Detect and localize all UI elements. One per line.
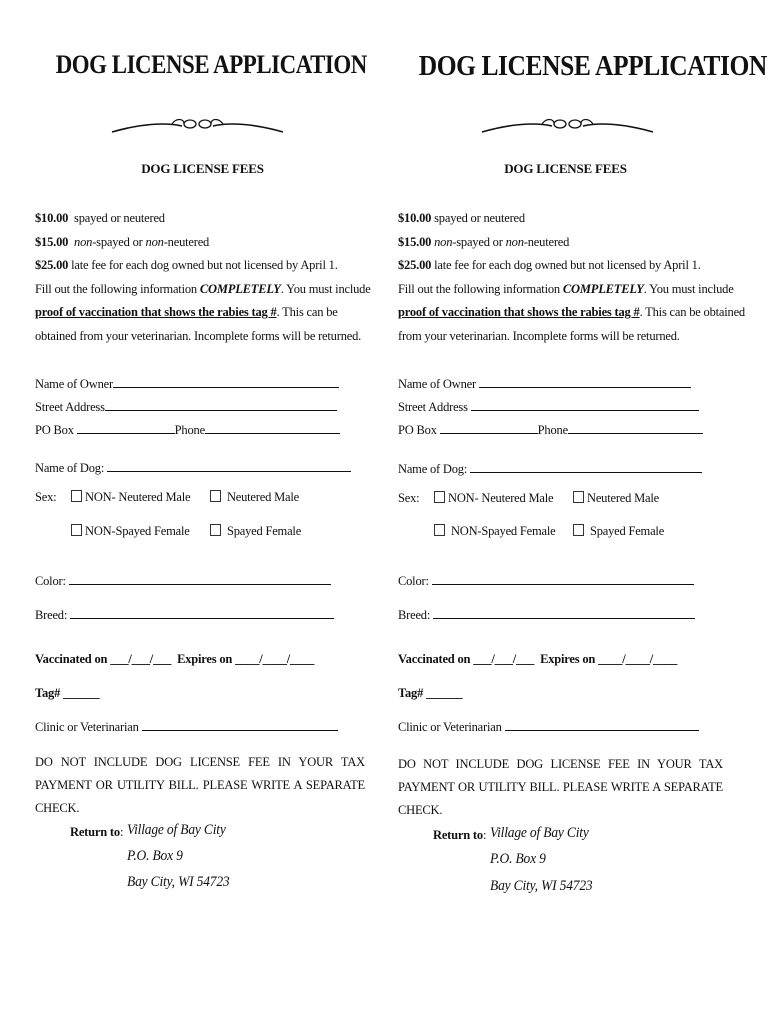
breed-label: Breed: bbox=[35, 608, 71, 622]
checkbox-icon[interactable] bbox=[71, 524, 82, 536]
color-label: Color: bbox=[35, 574, 69, 588]
instruction-emphasis: proof of vaccination that shows the rabies tag # bbox=[398, 305, 640, 319]
tag-label: Tag# bbox=[35, 686, 64, 700]
street-input[interactable] bbox=[105, 398, 337, 411]
fee-spayed bbox=[35, 207, 370, 231]
instructions-line-1 bbox=[398, 278, 740, 302]
clinic-field bbox=[398, 718, 699, 735]
flourish-ornament-icon bbox=[110, 110, 285, 140]
street-label: Street Address bbox=[35, 400, 105, 414]
return-to-label bbox=[70, 825, 123, 840]
return-colon: : bbox=[119, 825, 124, 839]
instruction-text: obtained from your veterinarian. Incomplete forms will be returned. bbox=[35, 328, 362, 343]
option-label: Neutered Male bbox=[587, 491, 660, 505]
fees-heading: DOG LICENSE FEES bbox=[504, 161, 627, 176]
fee-non-spayed bbox=[398, 231, 740, 255]
fee-amount: $15.00 bbox=[35, 234, 69, 249]
instruction-text: . This can be obtained bbox=[639, 305, 745, 319]
address-line-2: P.O. Box 9 bbox=[127, 848, 183, 864]
option-label: Neutered Male bbox=[226, 490, 299, 504]
instructions-line-1 bbox=[35, 278, 370, 302]
option-label: Spayed Female bbox=[226, 524, 302, 538]
option-neutered-male[interactable] bbox=[573, 491, 659, 506]
vaccinated-input[interactable]: ___/___/___ bbox=[473, 652, 535, 666]
form-title: DOG LICENSE APPLICATION bbox=[55, 50, 367, 79]
address-line-3: Bay City, WI 54723 bbox=[490, 878, 593, 894]
address-line-1: Village of Bay City bbox=[127, 822, 226, 838]
fee-amount: $10.00 bbox=[398, 211, 432, 225]
color-input[interactable] bbox=[432, 572, 694, 585]
vaccinated-label: Vaccinated on bbox=[398, 652, 474, 666]
fee-text: non bbox=[505, 234, 524, 249]
instructions-line-2 bbox=[35, 301, 370, 325]
expires-label: Expires on bbox=[177, 652, 236, 666]
color-input[interactable] bbox=[69, 572, 331, 585]
dog-name-label: Name of Dog: bbox=[398, 462, 471, 476]
fee-text: -spayed or bbox=[452, 234, 506, 249]
fees-section bbox=[398, 207, 745, 348]
fees-section bbox=[35, 207, 370, 348]
address-line-2: P.O. Box 9 bbox=[490, 851, 546, 867]
breed-field bbox=[398, 606, 695, 623]
instruction-text: . You must include bbox=[280, 281, 371, 296]
instruction-text: from your veterinarian. Incomplete forms will be returned. bbox=[398, 328, 680, 343]
checkbox-icon[interactable] bbox=[434, 524, 445, 536]
street-input[interactable] bbox=[471, 398, 699, 411]
return-label-text: Return to bbox=[70, 825, 120, 839]
phone-label: Phone bbox=[537, 423, 568, 437]
clinic-input[interactable] bbox=[142, 718, 338, 731]
sex-label: Sex: bbox=[398, 491, 420, 505]
fee-amount: $10.00 bbox=[35, 211, 69, 225]
address-line-3: Bay City, WI 54723 bbox=[127, 874, 230, 890]
fee-text: non bbox=[145, 234, 164, 249]
address-line-1: Village of Bay City bbox=[490, 825, 589, 841]
expires-input[interactable]: ____/____/____ bbox=[235, 652, 315, 666]
breed-input[interactable] bbox=[433, 606, 695, 619]
tag-field bbox=[398, 686, 462, 701]
fee-spayed bbox=[398, 207, 740, 231]
license-form-left bbox=[35, 0, 380, 1024]
fee-text: spayed or neutered bbox=[434, 211, 525, 225]
return-colon: : bbox=[482, 828, 487, 842]
phone-input[interactable] bbox=[568, 421, 703, 434]
payment-notice: DO NOT INCLUDE DOG LICENSE FEE IN YOUR TAX PAYMENT OR UTILITY BILL. PLEASE WRITE A SEPARATE CHECK. bbox=[398, 757, 723, 817]
fee-non-spayed bbox=[35, 231, 370, 255]
instruction-text: . You must include bbox=[643, 281, 734, 296]
dog-name-label: Name of Dog: bbox=[35, 461, 108, 475]
pobox-input[interactable] bbox=[77, 421, 175, 434]
phone-input[interactable] bbox=[205, 421, 340, 434]
fee-text: -spayed or bbox=[92, 234, 146, 249]
pobox-phone-field bbox=[35, 421, 340, 438]
breed-input[interactable] bbox=[70, 606, 334, 619]
vaccinated-input[interactable]: ___/___/___ bbox=[110, 652, 172, 666]
option-label: Spayed Female bbox=[589, 524, 665, 538]
checkbox-icon[interactable] bbox=[434, 491, 445, 503]
fee-amount: $25.00 bbox=[398, 258, 432, 272]
instruction-text: . This can be bbox=[276, 305, 338, 319]
license-form-right bbox=[398, 0, 767, 1024]
instruction-emphasis: COMPLETELY bbox=[199, 281, 281, 296]
expires-label: Expires on bbox=[540, 652, 599, 666]
dog-name-input[interactable] bbox=[107, 459, 351, 472]
checkbox-icon[interactable] bbox=[210, 490, 221, 502]
option-label: NON-Spayed Female bbox=[85, 524, 190, 538]
option-label: NON- Neutered Male bbox=[85, 490, 191, 504]
color-field bbox=[35, 572, 331, 589]
breed-label: Breed: bbox=[398, 608, 434, 622]
color-label: Color: bbox=[398, 574, 432, 588]
fee-text: -neutered bbox=[163, 234, 210, 249]
dog-name-field bbox=[398, 460, 702, 477]
return-label-text: Return to bbox=[433, 828, 483, 842]
checkbox-icon[interactable] bbox=[573, 491, 584, 503]
street-label: Street Address bbox=[398, 400, 471, 414]
fee-text: late fee for each dog owned but not licensed by April 1. bbox=[71, 258, 338, 272]
owner-input[interactable] bbox=[479, 375, 691, 388]
fee-text: late fee for each dog owned but not licensed by April 1. bbox=[434, 258, 701, 272]
checkbox-icon[interactable] bbox=[573, 524, 584, 536]
street-field bbox=[398, 398, 699, 415]
street-field bbox=[35, 398, 337, 415]
tag-input[interactable]: ______ bbox=[63, 686, 100, 700]
option-neutered-male[interactable] bbox=[210, 490, 299, 505]
checkbox-icon[interactable] bbox=[210, 524, 221, 536]
flourish-ornament-icon bbox=[480, 110, 655, 140]
payment-notice: DO NOT INCLUDE DOG LICENSE FEE IN YOUR TAX PAYMENT OR UTILITY BILL. PLEASE WRITE A SEPARATE CHECK. bbox=[35, 755, 365, 815]
tag-field bbox=[35, 686, 99, 701]
fee-text: non bbox=[74, 234, 93, 249]
sex-label: Sex: bbox=[35, 490, 57, 504]
option-spayed-female[interactable] bbox=[210, 524, 301, 539]
fee-text: -neutered bbox=[523, 234, 570, 249]
option-non-spayed-female[interactable] bbox=[434, 524, 556, 539]
fee-text: spayed or neutered bbox=[74, 211, 165, 225]
fee-text: non bbox=[434, 234, 453, 249]
form-title: DOG LICENSE APPLICATION bbox=[418, 50, 767, 82]
instructions-line-2 bbox=[398, 301, 745, 325]
option-non-neutered-male[interactable] bbox=[71, 490, 190, 505]
clinic-field bbox=[35, 718, 338, 735]
vaccination-field bbox=[398, 652, 677, 667]
return-to-label bbox=[433, 828, 486, 843]
owner-label: Name of Owner bbox=[398, 377, 479, 391]
dog-name-input[interactable] bbox=[470, 460, 702, 473]
vaccinated-label: Vaccinated on bbox=[35, 652, 111, 666]
pobox-phone-field bbox=[398, 421, 703, 438]
clinic-input[interactable] bbox=[505, 718, 699, 731]
option-label: NON-Spayed Female bbox=[450, 524, 556, 538]
color-field bbox=[398, 572, 694, 589]
owner-field bbox=[35, 375, 339, 392]
option-non-neutered-male[interactable] bbox=[434, 491, 553, 506]
owner-field bbox=[398, 375, 691, 392]
phone-label: Phone bbox=[174, 423, 205, 437]
option-non-spayed-female[interactable] bbox=[71, 524, 190, 539]
fee-amount: $15.00 bbox=[398, 234, 432, 249]
instruction-emphasis: proof of vaccination that shows the rabies tag # bbox=[35, 305, 277, 319]
pobox-label: PO Box bbox=[35, 423, 77, 437]
instructions-line-3 bbox=[398, 325, 740, 349]
instructions-line-3 bbox=[35, 325, 370, 349]
fee-late bbox=[35, 254, 370, 278]
fee-late bbox=[398, 254, 740, 278]
dog-name-field bbox=[35, 459, 351, 476]
breed-field bbox=[35, 606, 334, 623]
option-spayed-female[interactable] bbox=[573, 524, 664, 539]
pobox-label: PO Box bbox=[398, 423, 440, 437]
tag-label: Tag# bbox=[398, 686, 427, 700]
option-label: NON- Neutered Male bbox=[448, 491, 554, 505]
pobox-input[interactable] bbox=[440, 421, 538, 434]
tag-input[interactable]: ______ bbox=[426, 686, 463, 700]
fee-amount: $25.00 bbox=[35, 258, 69, 272]
instruction-text: Fill out the following information bbox=[398, 281, 563, 296]
owner-label: Name of Owner bbox=[35, 377, 113, 391]
clinic-label: Clinic or Veterinarian bbox=[35, 720, 142, 734]
vaccination-field bbox=[35, 652, 314, 667]
instruction-text: Fill out the following information bbox=[35, 281, 200, 296]
expires-input[interactable]: ____/____/____ bbox=[598, 652, 678, 666]
fees-heading: DOG LICENSE FEES bbox=[141, 161, 264, 176]
instruction-emphasis: COMPLETELY bbox=[562, 281, 644, 296]
clinic-label: Clinic or Veterinarian bbox=[398, 720, 505, 734]
checkbox-icon[interactable] bbox=[71, 490, 82, 502]
owner-input[interactable] bbox=[113, 375, 339, 388]
